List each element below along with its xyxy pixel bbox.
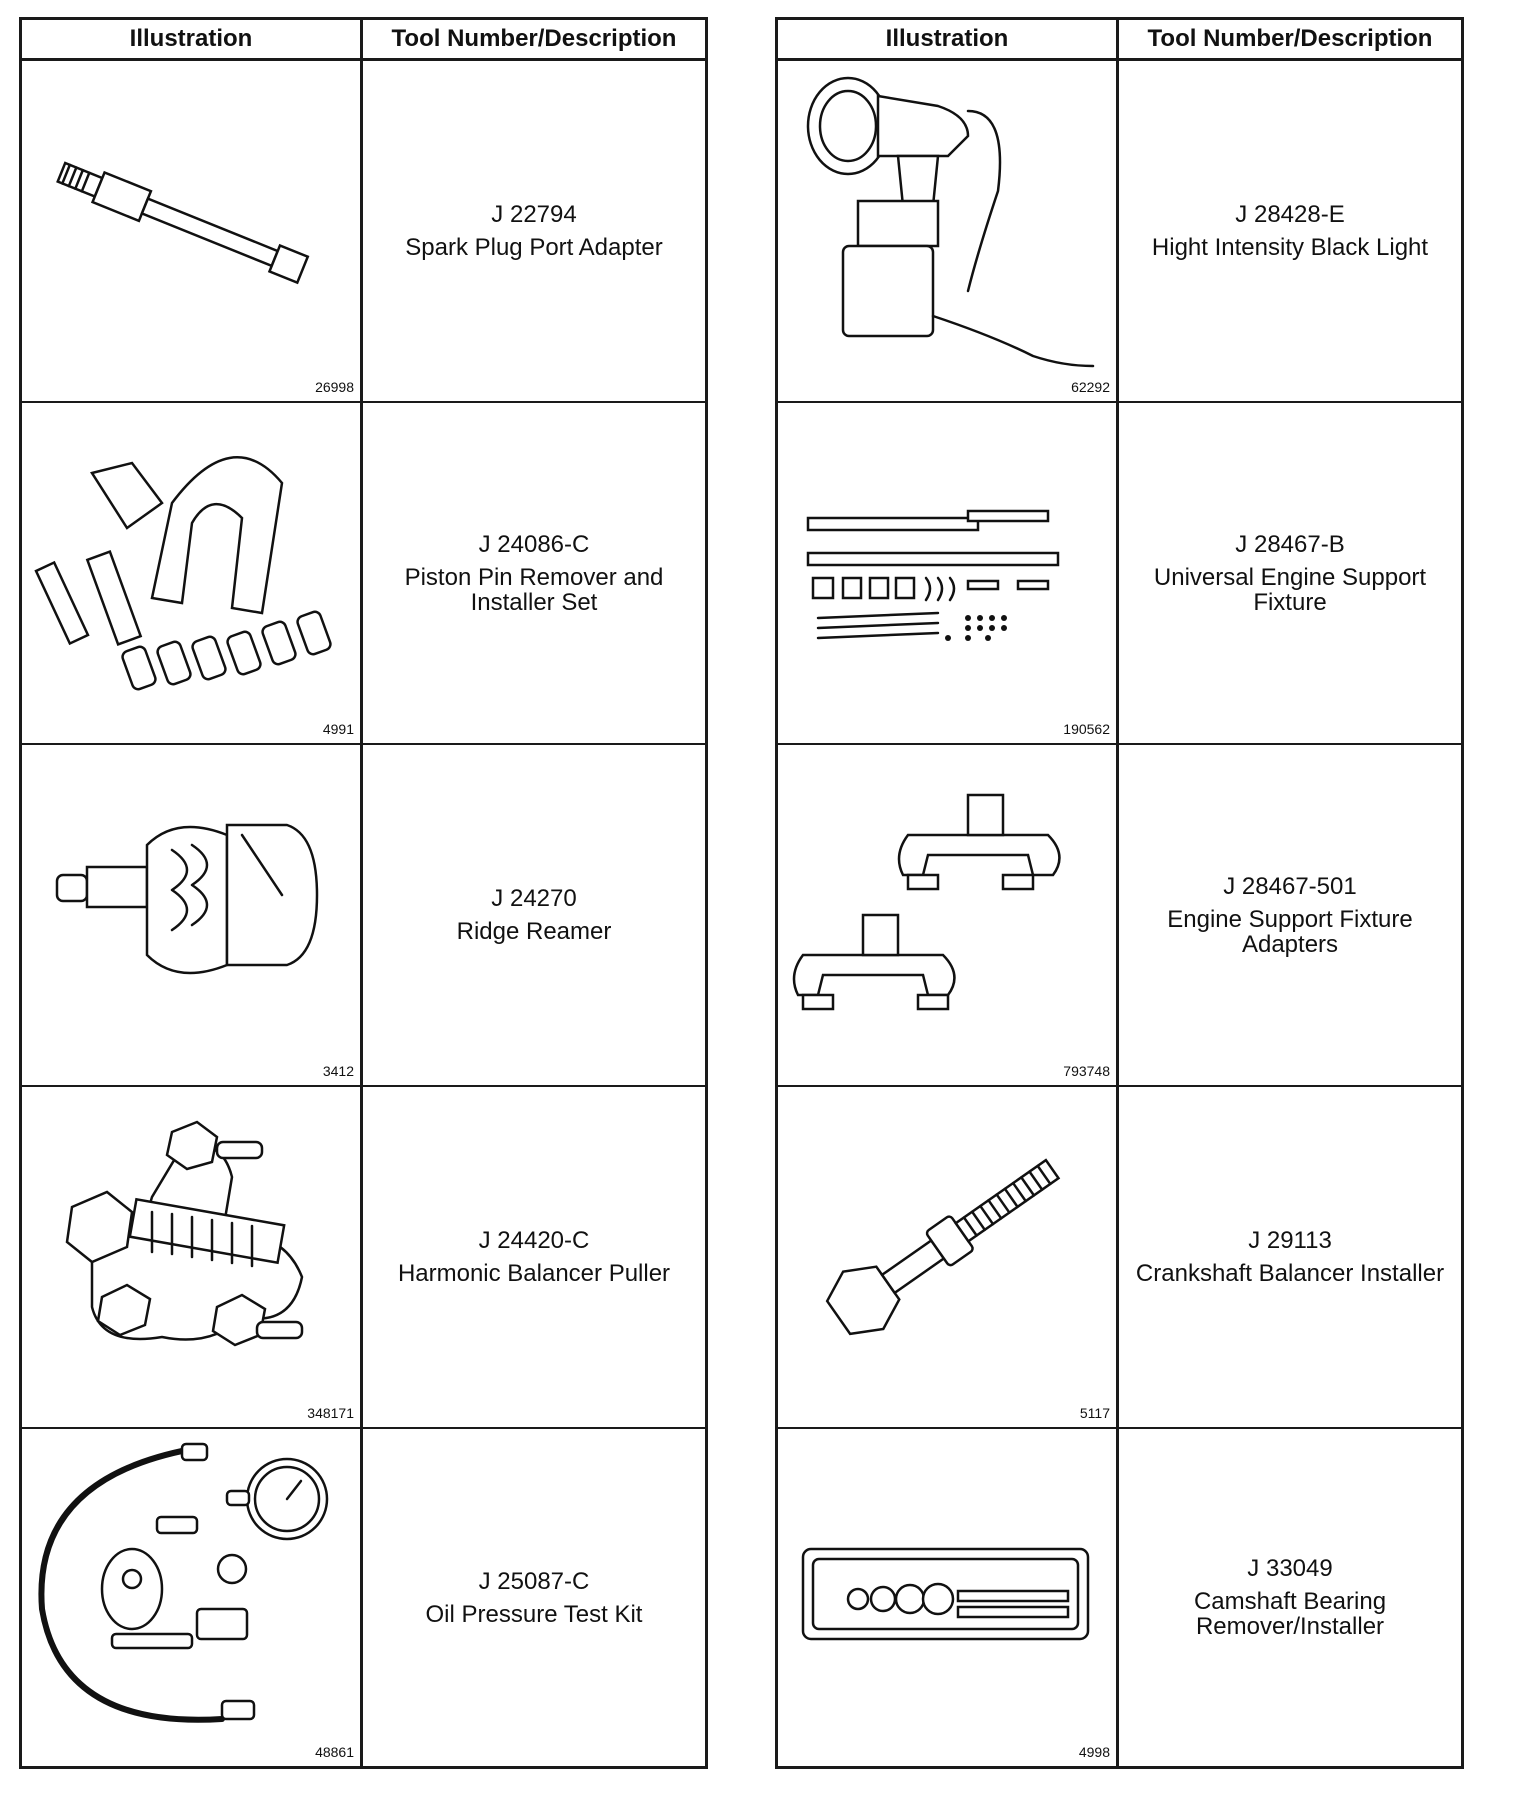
tool-cell bbox=[363, 745, 705, 1085]
oil-pressure-test-kit-icon bbox=[32, 1439, 347, 1739]
tool-cell bbox=[363, 61, 705, 401]
tool-number: J 25087-C bbox=[478, 1567, 590, 1595]
tool-description: Oil Pressure Test Kit bbox=[425, 1600, 643, 1628]
table-row bbox=[778, 61, 1461, 403]
tool-cell bbox=[1119, 1429, 1461, 1766]
figure-number: 3412 bbox=[322, 1063, 354, 1079]
tool-number: J 28428-E bbox=[1235, 201, 1345, 228]
illustration-header: Illustration bbox=[778, 20, 1119, 58]
tool-number: J 24420-C bbox=[478, 1227, 590, 1254]
ridge-reamer-icon bbox=[32, 755, 347, 1055]
figure-number: 62292 bbox=[1071, 379, 1110, 395]
table-row bbox=[22, 1429, 705, 1766]
spark-plug-port-adapter-icon bbox=[32, 71, 347, 371]
figure-number: 190562 bbox=[1063, 721, 1110, 737]
tool-description: Engine Support Fixture Adapters bbox=[1167, 905, 1413, 958]
illustration-cell bbox=[22, 1087, 363, 1427]
figure-number: 793748 bbox=[1063, 1063, 1110, 1079]
illustration-cell bbox=[778, 403, 1119, 743]
tool-number: J 24086-C bbox=[478, 530, 590, 558]
tool-number: J 22794 bbox=[491, 201, 577, 228]
table-header bbox=[778, 20, 1461, 61]
table-row bbox=[22, 745, 705, 1087]
tool-cell bbox=[363, 403, 705, 743]
tool-cell bbox=[1119, 61, 1461, 401]
tool-cell bbox=[363, 1429, 705, 1766]
figure-number: 48861 bbox=[315, 1744, 354, 1760]
table-row bbox=[22, 403, 705, 745]
figure-number: 26998 bbox=[315, 379, 354, 395]
tool-table-right bbox=[775, 17, 1464, 1769]
harmonic-balancer-puller-icon bbox=[32, 1097, 347, 1397]
table-row bbox=[778, 403, 1461, 745]
tool-cell bbox=[1119, 1087, 1461, 1427]
tool-description: Universal Engine Support Fixture bbox=[1153, 563, 1427, 616]
tool-number: J 24270 bbox=[491, 885, 577, 912]
tool-cell bbox=[1119, 403, 1461, 743]
figure-number: 5117 bbox=[1079, 1405, 1110, 1421]
tool-description: Harmonic Balancer Puller bbox=[397, 1260, 671, 1287]
table-row bbox=[778, 1087, 1461, 1429]
tool-number: J 28467-501 bbox=[1223, 872, 1357, 900]
tool-description: Camshaft Bearing Remover/Installer bbox=[1193, 1588, 1387, 1640]
tool-cell bbox=[1119, 745, 1461, 1085]
table-header bbox=[22, 20, 705, 61]
tool-description: Piston Pin Remover and Installer Set bbox=[404, 563, 664, 616]
tool-number: J 28467-B bbox=[1235, 530, 1345, 558]
illustration-cell bbox=[778, 61, 1119, 401]
illustration-cell bbox=[22, 745, 363, 1085]
table-row bbox=[778, 1429, 1461, 1766]
camshaft-bearing-tool-icon bbox=[788, 1439, 1103, 1739]
illustration-cell bbox=[22, 403, 363, 743]
tool-number: J 33049 bbox=[1247, 1555, 1333, 1582]
table-row bbox=[22, 1087, 705, 1429]
figure-number: 348171 bbox=[307, 1405, 354, 1421]
illustration-cell bbox=[778, 1087, 1119, 1427]
engine-support-fixture-icon bbox=[788, 413, 1103, 713]
illustration-cell bbox=[778, 745, 1119, 1085]
table-row bbox=[778, 745, 1461, 1087]
piston-pin-remover-icon bbox=[32, 413, 347, 713]
tool-description: Hight Intensity Black Light bbox=[1151, 234, 1429, 261]
illustration-header: Illustration bbox=[22, 20, 363, 58]
tool-description: Crankshaft Balancer Installer bbox=[1135, 1260, 1445, 1287]
illustration-cell bbox=[778, 1429, 1119, 1766]
tool-header: Tool Number/Description bbox=[1147, 25, 1433, 52]
crankshaft-balancer-installer-icon bbox=[788, 1097, 1103, 1397]
figure-number: 4991 bbox=[322, 721, 354, 737]
tool-table-left bbox=[19, 17, 708, 1769]
table-row bbox=[22, 61, 705, 403]
tool-header: Tool Number/Description bbox=[391, 25, 677, 52]
illustration-cell bbox=[22, 61, 363, 401]
tool-description: Ridge Reamer bbox=[456, 918, 612, 945]
tool-description: Spark Plug Port Adapter bbox=[405, 234, 663, 261]
illustration-cell bbox=[22, 1429, 363, 1766]
tool-cell bbox=[363, 1087, 705, 1427]
tool-number: J 29113 bbox=[1248, 1227, 1332, 1254]
figure-number: 4998 bbox=[1078, 1744, 1110, 1760]
fixture-adapters-icon bbox=[788, 755, 1103, 1055]
black-light-icon bbox=[788, 71, 1103, 371]
